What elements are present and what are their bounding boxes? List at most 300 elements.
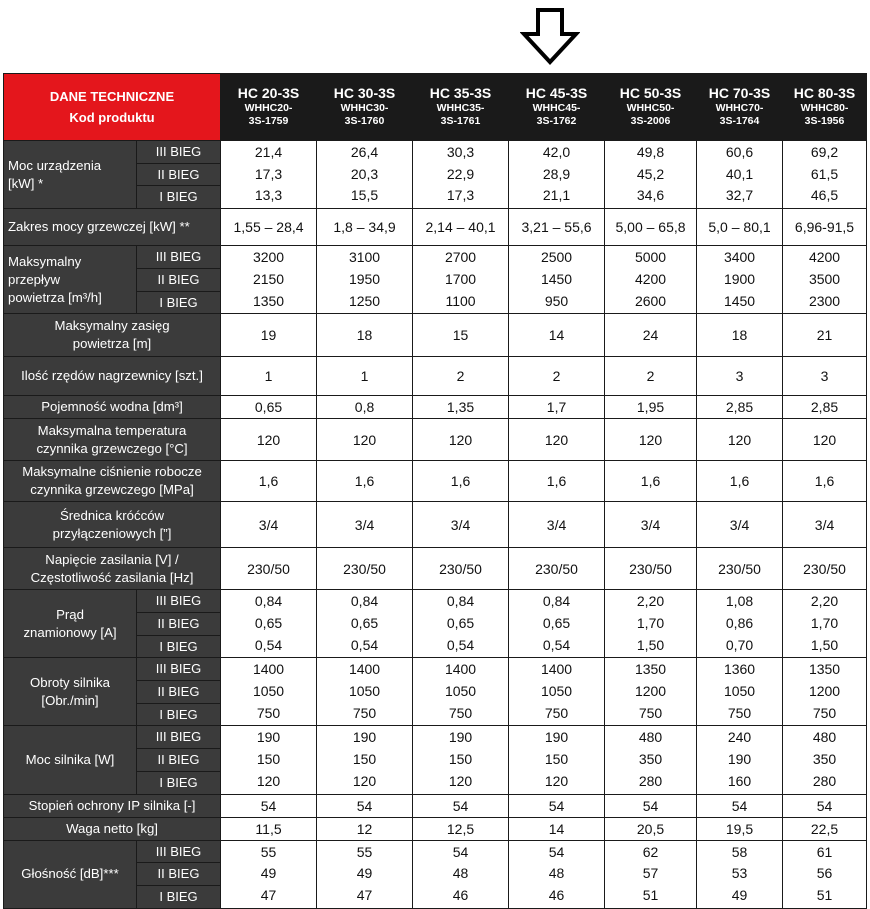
- row-label: [4, 246, 137, 314]
- gear-label: II BIEG: [137, 269, 220, 292]
- row-obroty-silnika: [4, 658, 867, 726]
- value: 0,54: [350, 636, 379, 653]
- row-label: [4, 357, 221, 396]
- gear-label: I BIEG: [159, 189, 198, 205]
- row-label-line: [Obr./min]: [41, 692, 99, 708]
- row-ilosc-rzedow: [4, 357, 867, 396]
- value: 190: [727, 751, 752, 768]
- row-label-line: Prąd: [56, 606, 84, 622]
- value-cell: 20,5: [605, 817, 697, 840]
- value: 0,54: [254, 636, 283, 653]
- value-cell: 21: [783, 314, 867, 357]
- value-cell: [509, 726, 605, 794]
- value-cell: 1,6: [509, 461, 605, 502]
- value-cell: 120: [509, 419, 605, 461]
- value: 280: [812, 772, 837, 789]
- row-label: [4, 461, 221, 502]
- row-label-line: Napięcie zasilania [V] /: [45, 551, 179, 567]
- value: 1360: [723, 661, 756, 678]
- value: 2150: [252, 270, 285, 287]
- value-cell: 2: [605, 357, 697, 396]
- value: 350: [638, 751, 663, 768]
- row-label: [4, 590, 137, 658]
- value-cell: [221, 246, 317, 314]
- value: 2600: [634, 292, 667, 309]
- value: 1,50: [810, 636, 839, 653]
- value: 54: [452, 843, 469, 860]
- value: 48: [452, 865, 469, 882]
- gear-labels: [137, 141, 221, 209]
- value-cell: 22,5: [783, 817, 867, 840]
- value: 46,5: [810, 187, 839, 204]
- value: 1350: [252, 292, 285, 309]
- value: 49,8: [636, 144, 665, 160]
- value: 53: [731, 865, 748, 882]
- row-label: [4, 794, 221, 817]
- row-glosnosc: [4, 840, 867, 908]
- value-cell: 230/50: [509, 548, 605, 590]
- value-cell: 0,65: [221, 396, 317, 419]
- value: 4200: [808, 249, 841, 266]
- row-label-line: Moc urządzenia: [8, 157, 102, 173]
- value: 280: [638, 772, 663, 789]
- value-cell: [783, 246, 867, 314]
- row-stopien-ochrony-ip: [4, 794, 867, 817]
- value: 480: [638, 729, 663, 746]
- value-cell: 230/50: [413, 548, 509, 590]
- value-cell: [413, 840, 509, 908]
- value: 1200: [808, 683, 841, 700]
- value-cell: [783, 726, 867, 794]
- row-label-line: Maksymalna temperatura: [37, 422, 187, 438]
- row-label-line: Moc silnika [W]: [25, 751, 115, 767]
- value-cell: 230/50: [783, 548, 867, 590]
- model-header: HC 20-3S WHHC20- 3S-1759: [221, 74, 317, 141]
- row-prad-znamionowy: [4, 590, 867, 658]
- gear-label: II BIEG: [137, 749, 220, 772]
- row-pojemnosc-wodna: [4, 396, 867, 419]
- value: 1,70: [810, 614, 839, 631]
- value: 2,20: [636, 593, 665, 610]
- value: 750: [638, 704, 663, 721]
- value-cell: [783, 141, 867, 209]
- value-cell: 2: [509, 357, 605, 396]
- gear-label: I BIEG: [159, 638, 198, 654]
- value-cell: [317, 141, 413, 209]
- row-label-line: Maksymalny: [8, 253, 82, 269]
- value-cell: [221, 658, 317, 726]
- value-cell: 1,8 – 34,9: [317, 209, 413, 246]
- value-cell: [509, 246, 605, 314]
- value: 120: [544, 772, 569, 789]
- header-title: DANE TECHNICZNE Kod produktu: [4, 74, 221, 141]
- value: 45,2: [636, 165, 665, 182]
- value-cell: [605, 840, 697, 908]
- value: 750: [812, 704, 837, 721]
- value: 1400: [348, 661, 381, 678]
- value: 49: [260, 865, 277, 882]
- value: 1450: [540, 270, 573, 287]
- value: 0,84: [446, 593, 475, 610]
- gear-label: I BIEG: [159, 888, 198, 904]
- value: 3500: [808, 270, 841, 287]
- value: 22,9: [446, 165, 475, 182]
- value: 47: [260, 886, 277, 903]
- value-cell: 120: [317, 419, 413, 461]
- value: 28,9: [542, 165, 571, 182]
- model-header: HC 70-3S WHHC70- 3S-1764: [697, 74, 783, 141]
- row-label: [4, 314, 221, 357]
- model-header: HC 30-3S WHHC30- 3S-1760: [317, 74, 413, 141]
- value: 2,20: [810, 593, 839, 610]
- value-cell: 120: [697, 419, 783, 461]
- value-cell: 19,5: [697, 817, 783, 840]
- value: 57: [642, 865, 659, 882]
- gear-labels: [137, 658, 221, 726]
- value-cell: 1,95: [605, 396, 697, 419]
- value: 61: [816, 843, 833, 860]
- value-cell: [783, 840, 867, 908]
- value: 42,0: [542, 144, 571, 160]
- value-cell: 1,6: [221, 461, 317, 502]
- value: 350: [812, 751, 837, 768]
- value: 120: [448, 772, 473, 789]
- value: 21,1: [542, 187, 571, 204]
- gear-label: II BIEG: [137, 863, 220, 886]
- value: 150: [352, 751, 377, 768]
- value: 1,50: [636, 636, 665, 653]
- value-cell: 230/50: [605, 548, 697, 590]
- value: 21,4: [254, 144, 283, 160]
- gear-label: II BIEG: [137, 164, 220, 187]
- row-label-line: Waga netto [kg]: [66, 820, 158, 836]
- value-cell: 3/4: [413, 502, 509, 548]
- row-srednica-kroccow: [4, 502, 867, 548]
- value: 0,65: [542, 614, 571, 631]
- value-cell: [317, 726, 413, 794]
- value-cell: 18: [317, 314, 413, 357]
- value-cell: 18: [697, 314, 783, 357]
- value-cell: [509, 658, 605, 726]
- value: 1400: [252, 661, 285, 678]
- row-label-line: czynnika grzewczego [°C]: [36, 440, 188, 456]
- value: 2500: [540, 249, 573, 266]
- value: 56: [816, 865, 833, 882]
- value: 1400: [444, 661, 477, 678]
- value: 750: [256, 704, 281, 721]
- value-cell: 2,14 – 40,1: [413, 209, 509, 246]
- value: 1250: [348, 292, 381, 309]
- value: 3100: [348, 249, 381, 266]
- value: 3200: [252, 249, 285, 266]
- row-label: [4, 726, 137, 794]
- value-cell: 54: [413, 794, 509, 817]
- value-cell: [317, 840, 413, 908]
- row-label: [4, 209, 221, 246]
- value-cell: 1,6: [697, 461, 783, 502]
- value: 32,7: [725, 187, 754, 204]
- model-header: HC 45-3S WHHC45- 3S-1762: [509, 74, 605, 141]
- value-cell: 1,35: [413, 396, 509, 419]
- value: 1050: [444, 683, 477, 700]
- row-label-line: Stopień ochrony IP silnika [-]: [28, 797, 196, 813]
- value: 150: [448, 751, 473, 768]
- value-cell: 230/50: [697, 548, 783, 590]
- value-cell: 1,6: [783, 461, 867, 502]
- value: 950: [544, 292, 569, 309]
- value: 1050: [252, 683, 285, 700]
- value: 34,6: [636, 187, 665, 204]
- value: 120: [256, 772, 281, 789]
- row-max-cisnienie: [4, 461, 867, 502]
- row-label-line: Głośność [dB]***: [21, 866, 119, 882]
- gear-label: II BIEG: [137, 681, 220, 704]
- gear-labels: [137, 840, 221, 908]
- value-cell: 12: [317, 817, 413, 840]
- value: 62: [642, 843, 659, 860]
- value-cell: 3/4: [783, 502, 867, 548]
- value: 26,4: [350, 144, 379, 160]
- value-cell: [605, 141, 697, 209]
- value-cell: 3,21 – 55,6: [509, 209, 605, 246]
- value-cell: 120: [783, 419, 867, 461]
- value-cell: 230/50: [317, 548, 413, 590]
- value-cell: 3/4: [509, 502, 605, 548]
- value: 1050: [540, 683, 573, 700]
- value: 480: [812, 729, 837, 746]
- value-cell: 54: [221, 794, 317, 817]
- value: 190: [352, 729, 377, 746]
- gear-label: I BIEG: [159, 294, 198, 310]
- value-cell: 120: [413, 419, 509, 461]
- value-cell: [221, 840, 317, 908]
- row-napiecie-zasilania: [4, 548, 867, 590]
- value-cell: 24: [605, 314, 697, 357]
- value-cell: [697, 726, 783, 794]
- row-label-line: przepływ: [8, 271, 61, 287]
- value-cell: 2,85: [783, 396, 867, 419]
- value: 190: [448, 729, 473, 746]
- value: 54: [548, 843, 565, 860]
- value: 60,6: [725, 144, 754, 160]
- value: 1900: [723, 270, 756, 287]
- value-cell: 1: [221, 357, 317, 396]
- value-cell: 0,8: [317, 396, 413, 419]
- value-cell: 12,5: [413, 817, 509, 840]
- value: 0,86: [725, 614, 754, 631]
- gear-labels: [137, 726, 221, 794]
- row-label-line: Maksymalny zasięg: [54, 318, 170, 334]
- row-label: [4, 817, 221, 840]
- value-cell: 1,6: [605, 461, 697, 502]
- value-cell: 54: [697, 794, 783, 817]
- value: 51: [642, 886, 659, 903]
- value-cell: 5,0 – 80,1: [697, 209, 783, 246]
- row-moc-urzadzenia: [4, 141, 867, 209]
- spec-table: [3, 73, 867, 909]
- value: 55: [260, 843, 277, 860]
- value: 0,84: [254, 593, 283, 610]
- row-max-temperatura: [4, 419, 867, 461]
- value: 0,65: [254, 614, 283, 631]
- value-cell: 230/50: [221, 548, 317, 590]
- value-cell: 5,00 – 65,8: [605, 209, 697, 246]
- model-header: HC 35-3S WHHC35- 3S-1761: [413, 74, 509, 141]
- value-cell: 6,96-91,5: [783, 209, 867, 246]
- value-cell: [697, 658, 783, 726]
- value: 1450: [723, 292, 756, 309]
- row-label-line: Zakres mocy grzewczej [kW] **: [8, 219, 190, 235]
- value: 1,70: [636, 614, 665, 631]
- value: 1200: [634, 683, 667, 700]
- value: 1050: [723, 683, 756, 700]
- value: 150: [256, 751, 281, 768]
- value-cell: [605, 590, 697, 658]
- value-cell: 3/4: [317, 502, 413, 548]
- value: 0,65: [446, 614, 475, 631]
- value: 3400: [723, 249, 756, 266]
- value: 750: [448, 704, 473, 721]
- down-arrow-icon: [520, 8, 580, 66]
- value-cell: 54: [605, 794, 697, 817]
- row-waga-netto: [4, 817, 867, 840]
- value: 46: [548, 886, 565, 903]
- value: 1350: [808, 661, 841, 678]
- value-cell: [317, 590, 413, 658]
- row-label: [4, 840, 137, 908]
- value: 2700: [444, 249, 477, 266]
- value-cell: [697, 590, 783, 658]
- value-cell: [509, 840, 605, 908]
- row-label: [4, 658, 137, 726]
- value-cell: [509, 141, 605, 209]
- value-cell: 1,6: [317, 461, 413, 502]
- row-label-line: Maksymalne ciśnienie robocze: [22, 464, 202, 480]
- row-zakres-mocy: [4, 209, 867, 246]
- value-cell: 2: [413, 357, 509, 396]
- value: 1950: [348, 270, 381, 287]
- row-label: [4, 396, 221, 419]
- row-label-line: czynnika grzewczego [MPa]: [30, 482, 194, 498]
- value-cell: [783, 590, 867, 658]
- gear-label: III BIEG: [137, 726, 220, 749]
- value: 160: [727, 772, 752, 789]
- value-cell: 3/4: [221, 502, 317, 548]
- value-cell: 3/4: [605, 502, 697, 548]
- value-cell: [221, 141, 317, 209]
- row-label-line: Częstotliwość zasilania [Hz]: [30, 569, 194, 585]
- value-cell: [605, 246, 697, 314]
- gear-label: III BIEG: [137, 141, 220, 164]
- value: 51: [816, 886, 833, 903]
- value-cell: 14: [509, 314, 605, 357]
- value-cell: 1,6: [413, 461, 509, 502]
- row-label-line: Obroty silnika: [30, 674, 110, 690]
- value: 1100: [445, 292, 476, 309]
- row-label: [4, 141, 137, 209]
- value: 55: [356, 843, 373, 860]
- value-cell: 14: [509, 817, 605, 840]
- row-label: [4, 502, 221, 548]
- value: 0,65: [350, 614, 379, 631]
- value-cell: [697, 840, 783, 908]
- value-cell: [221, 726, 317, 794]
- value-cell: 3: [783, 357, 867, 396]
- gear-label: III BIEG: [137, 841, 220, 864]
- value: 15,5: [350, 187, 379, 204]
- gear-labels: [137, 590, 221, 658]
- row-zasieg-powietrza: [4, 314, 867, 357]
- value-cell: 54: [317, 794, 413, 817]
- row-label-line: Pojemność wodna [dm³]: [41, 399, 183, 415]
- value: 17,3: [446, 187, 475, 204]
- value: 46: [452, 886, 469, 903]
- value: 47: [356, 886, 373, 903]
- value: 1,08: [725, 593, 754, 610]
- row-label-line: powietrza [m³/h]: [8, 289, 102, 305]
- value-cell: [605, 658, 697, 726]
- row-moc-silnika: [4, 726, 867, 794]
- value: 30,3: [446, 144, 475, 160]
- value-cell: [317, 658, 413, 726]
- value-cell: 3: [697, 357, 783, 396]
- value-cell: 1,55 – 28,4: [221, 209, 317, 246]
- value-cell: [783, 658, 867, 726]
- row-label: [4, 548, 221, 590]
- gear-label: I BIEG: [159, 706, 198, 722]
- value: 1700: [444, 270, 477, 287]
- value: 0,84: [542, 593, 571, 610]
- gear-label: I BIEG: [159, 774, 198, 790]
- value: 0,84: [350, 593, 379, 610]
- value: 2300: [808, 292, 841, 309]
- row-label-line: Ilość rzędów nagrzewnicy [szt.]: [21, 368, 203, 384]
- value: 4200: [634, 270, 667, 287]
- value: 13,3: [254, 187, 283, 204]
- value-cell: 2,85: [697, 396, 783, 419]
- value: 190: [544, 729, 569, 746]
- value: 150: [544, 751, 569, 768]
- value: 750: [352, 704, 377, 721]
- row-label-line: znamionowy [A]: [23, 624, 117, 640]
- value: 1050: [348, 683, 381, 700]
- model-header: HC 50-3S WHHC50- 3S-2006: [605, 74, 697, 141]
- value-cell: 1,7: [509, 396, 605, 419]
- value: 750: [727, 704, 752, 721]
- value: 58: [731, 843, 748, 860]
- value-cell: [509, 590, 605, 658]
- value-cell: 1: [317, 357, 413, 396]
- value-cell: [605, 726, 697, 794]
- gear-label: III BIEG: [137, 246, 220, 269]
- value-cell: [697, 246, 783, 314]
- value-cell: 120: [221, 419, 317, 461]
- value-cell: [221, 590, 317, 658]
- model-header: HC 80-3S WHHC80- 3S-1956: [783, 74, 867, 141]
- gear-label: II BIEG: [137, 613, 220, 636]
- row-label-line: powietrza [m]: [72, 336, 152, 352]
- gear-label: III BIEG: [137, 658, 220, 681]
- value: 120: [352, 772, 377, 789]
- value: 1400: [540, 661, 573, 678]
- row-label-line: przyłączeniowych [”]: [52, 525, 172, 541]
- value-cell: [413, 246, 509, 314]
- value: 49: [731, 886, 748, 903]
- value: 0,54: [446, 636, 475, 653]
- value-cell: 19: [221, 314, 317, 357]
- row-label-line: [kW] *: [8, 175, 44, 191]
- value-cell: [413, 658, 509, 726]
